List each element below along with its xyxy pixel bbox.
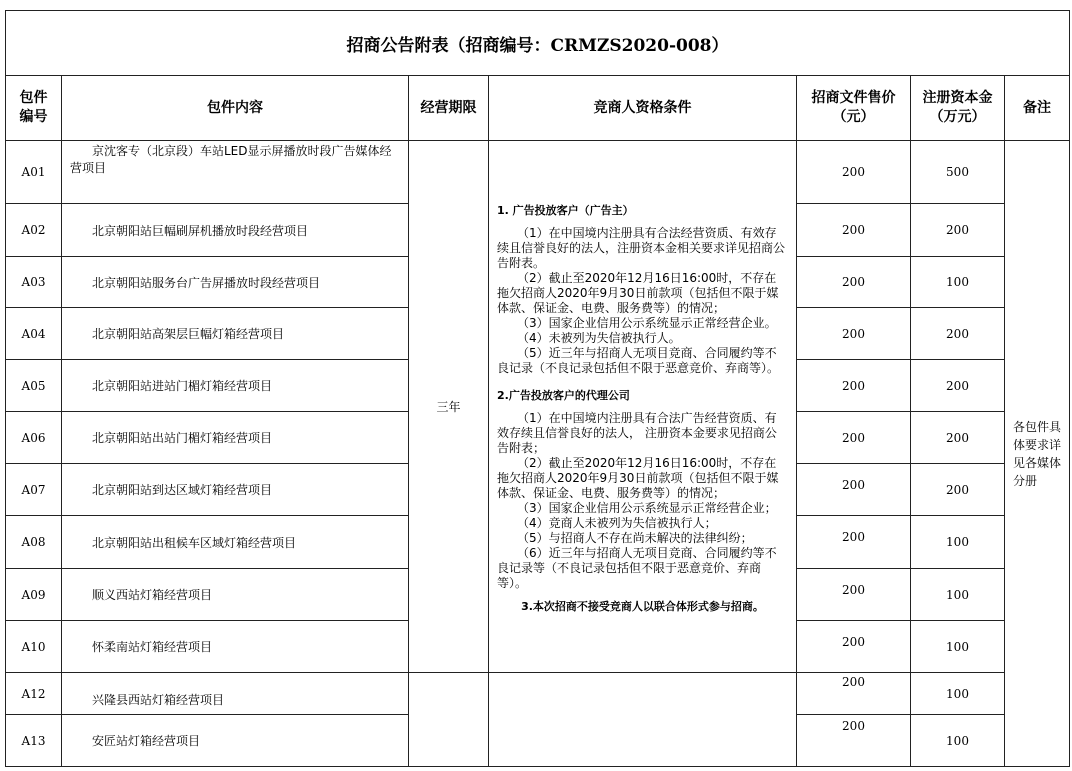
price-value: 200 xyxy=(797,308,911,360)
price-value: 200 xyxy=(797,204,911,257)
capital-value: 100 xyxy=(911,621,1005,673)
package-content: 北京朝阳站巨幅刷屏机播放时段经营项目 xyxy=(62,204,409,257)
price-value: 200 xyxy=(842,583,865,597)
package-code: A06 xyxy=(6,412,62,464)
table-title: 招商公告附表（招商编号：CRMZS2020-008） xyxy=(6,11,1070,76)
remark-cell: 各包件具体要求详见各媒体分册 xyxy=(1005,141,1070,767)
package-code: A01 xyxy=(6,141,62,204)
qual-item: （6）近三年与招商人无项目竞商、合同履约等不良记录等（不良记录包括但不限于恶意竞价、弃商等）。 xyxy=(497,546,777,590)
price-value: 200 xyxy=(797,141,911,204)
package-code: A02 xyxy=(6,204,62,257)
price-value: 200 xyxy=(842,530,865,544)
package-content: 兴隆县西站灯箱经营项目 xyxy=(62,673,409,715)
price-value: 200 xyxy=(797,360,911,412)
price-value: 200 xyxy=(797,412,911,464)
price-value: 200 xyxy=(842,478,865,492)
header-price: 招商文件售价（元） xyxy=(797,76,911,141)
header-row xyxy=(6,76,1070,141)
capital-value: 200 xyxy=(911,412,1005,464)
capital-value: 200 xyxy=(911,464,1005,516)
qual-item: （5）近三年与招商人无项目竞商、合同履约等不良记录（不良记录包括但不限于恶意竞价、弃商等）。 xyxy=(497,346,780,375)
package-code: A13 xyxy=(6,715,62,767)
table-row xyxy=(6,673,1070,715)
package-code: A04 xyxy=(6,308,62,360)
table-row xyxy=(6,141,1070,204)
qual-item: （1）在中国境内注册具有合法广告经营资质、有效存续且信誉良好的法人， 注册资本金要求见招商公告附表； xyxy=(497,411,777,455)
package-code: A03 xyxy=(6,257,62,308)
header-term: 经营期限 xyxy=(409,76,489,141)
package-content: 北京朝阳站进站门楣灯箱经营项目 xyxy=(62,360,409,412)
qual-heading-1: 1. 广告投放客户（广告主） xyxy=(497,204,634,217)
price-value-cell xyxy=(797,569,911,621)
capital-value: 100 xyxy=(911,516,1005,569)
price-value-cell xyxy=(797,673,911,715)
price-value: 200 xyxy=(842,675,865,689)
qualification-cell xyxy=(489,141,797,673)
qual-item: （1）在中国境内注册具有合法经营资质、有效存续且信誉良好的法人，注册资本金相关要求详见招商公告附表。 xyxy=(497,226,786,270)
package-content: 北京朝阳站高架层巨幅灯箱经营项目 xyxy=(62,308,409,360)
price-value: 200 xyxy=(842,719,865,733)
package-content: 京沈客专（北京段）车站LED显示屏播放时段广告媒体经营项目 xyxy=(62,141,409,204)
package-content: 怀柔南站灯箱经营项目 xyxy=(62,621,409,673)
package-code: A09 xyxy=(6,569,62,621)
qual-final-note: 3.本次招商不接受竞商人以联合体形式参与招商。 xyxy=(521,600,764,613)
package-code: A07 xyxy=(6,464,62,516)
price-value: 200 xyxy=(842,635,865,649)
term-cell: 三年 xyxy=(409,141,489,673)
package-content: 北京朝阳站出租候车区域灯箱经营项目 xyxy=(62,516,409,569)
qual-item: （3）国家企业信用公示系统显示正常经营企业； xyxy=(517,501,777,515)
package-code: A12 xyxy=(6,673,62,715)
price-value-cell xyxy=(797,715,911,767)
header-qualification: 竞商人资格条件 xyxy=(489,76,797,141)
header-capital: 注册资本金（万元） xyxy=(911,76,1005,141)
package-code: A08 xyxy=(6,516,62,569)
price-value-cell xyxy=(797,516,911,569)
header-content: 包件内容 xyxy=(62,76,409,141)
package-code: A05 xyxy=(6,360,62,412)
package-code: A10 xyxy=(6,621,62,673)
package-content: 顺义西站灯箱经营项目 xyxy=(62,569,409,621)
qual-item: （5）与招商人不存在尚未解决的法律纠纷； xyxy=(517,531,753,545)
qual-item: （3）国家企业信用公示系统显示正常经营企业。 xyxy=(517,316,777,330)
header-remark: 备注 xyxy=(1005,76,1070,141)
price-value-cell xyxy=(797,621,911,673)
capital-value: 200 xyxy=(911,308,1005,360)
capital-value: 100 xyxy=(911,673,1005,715)
qual-item: （2）截止至2020年12月16日16:00时，不存在拖欠招商人2020年9月30日前款项（包括但不限于媒体款、保证金、电费、服务费等）的情况； xyxy=(497,456,779,500)
package-content: 北京朝阳站出站门楣灯箱经营项目 xyxy=(62,412,409,464)
capital-value: 100 xyxy=(911,569,1005,621)
price-value-cell xyxy=(797,464,911,516)
capital-value: 200 xyxy=(911,360,1005,412)
package-content: 北京朝阳站服务台广告屏播放时段经营项目 xyxy=(62,257,409,308)
qual-item: （2）截止至2020年12月16日16:00时，不存在拖欠招商人2020年9月30日前款项（包括但不限于媒体款、保证金、电费、服务费等）的情况； xyxy=(497,271,779,315)
qual-item: （4）未被列为失信被执行人。 xyxy=(517,331,681,345)
term-cell-empty xyxy=(409,673,489,767)
header-code: 包件编号 xyxy=(6,76,62,141)
qual-item: （4）竞商人未被列为失信被执行人； xyxy=(517,516,717,530)
capital-value: 500 xyxy=(911,141,1005,204)
capital-value: 200 xyxy=(911,204,1005,257)
price-value: 200 xyxy=(797,257,911,308)
capital-value: 100 xyxy=(911,257,1005,308)
package-content: 安匠站灯箱经营项目 xyxy=(62,715,409,767)
bid-table xyxy=(5,10,1070,767)
package-content: 北京朝阳站到达区域灯箱经营项目 xyxy=(62,464,409,516)
capital-value: 100 xyxy=(911,715,1005,767)
qual-heading-2: 2.广告投放客户的代理公司 xyxy=(497,389,630,402)
qualification-cell-empty xyxy=(489,673,797,767)
